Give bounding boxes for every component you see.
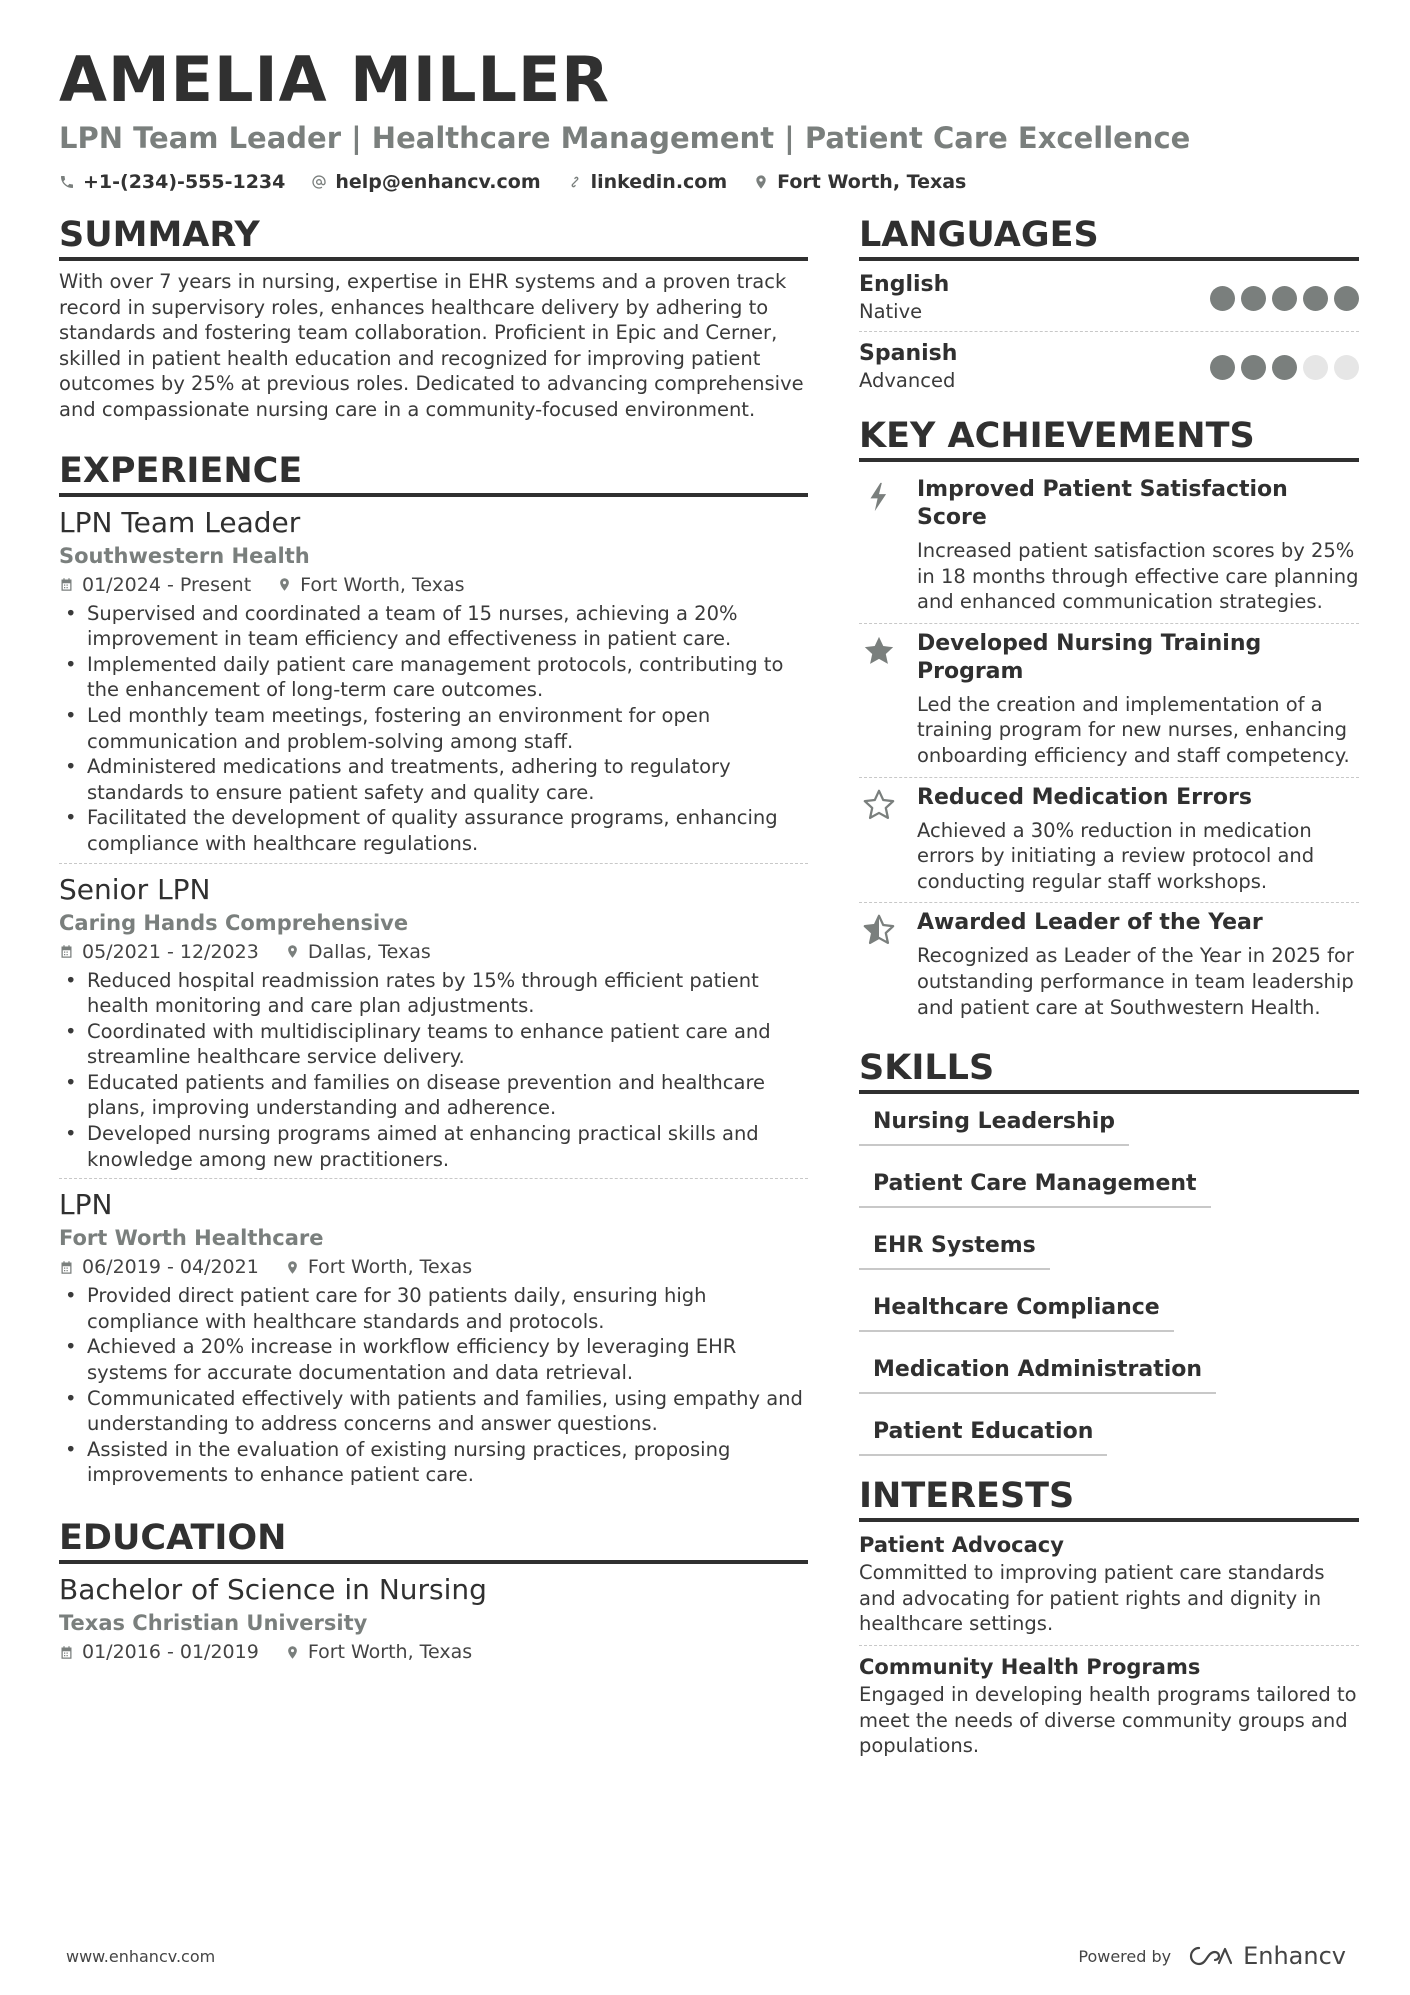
rating-dot-filled <box>1303 286 1328 311</box>
calendar-icon <box>59 577 74 592</box>
lightning-icon <box>862 480 896 514</box>
achievements-title: KEY ACHIEVEMENTS <box>859 414 1359 462</box>
job-title: Senior LPN <box>59 872 211 906</box>
bullet: • Educated patients and families on disease prevention and healthcare plans, improving understanding and adherence. <box>59 1070 808 1121</box>
interest-text: Engaged in developing health programs tailored to meet the needs of diverse community groups and populations. <box>859 1682 1357 1758</box>
language-name: Spanish <box>859 341 958 366</box>
skill-tag: Patient Education <box>859 1412 1107 1456</box>
achievement-text: Increased patient satisfaction scores by 25% in 18 months through effective care planning and enhanced communication strategies. <box>917 539 1359 614</box>
language-level: Advanced <box>859 369 956 392</box>
contact-bar <box>59 170 1359 194</box>
job-meta <box>59 1253 808 1281</box>
contact-linkedin[interactable] <box>567 170 728 194</box>
powered-by <box>1078 1942 1346 1970</box>
skill-tag: Patient Care Management <box>859 1164 1211 1208</box>
skill-tag: Medication Administration <box>859 1350 1216 1394</box>
right-column <box>859 213 1359 1773</box>
rating-dot-filled <box>1210 355 1235 380</box>
map-pin-icon <box>285 1645 300 1660</box>
bullet: • Provided direct patient care for 30 patients daily, ensuring high compliance with healthcare standards and protocols. <box>59 1283 808 1334</box>
contact-location <box>753 170 966 194</box>
achievement-item <box>859 778 1359 904</box>
bullet: • Communicated effectively with patients and families, using empathy and understanding to address concerns and answer questions. <box>59 1386 808 1437</box>
degree: Bachelor of Science in Nursing <box>59 1573 487 1606</box>
link-icon <box>567 174 583 190</box>
star-outline-icon <box>862 788 896 822</box>
brand[interactable] <box>1189 1942 1346 1970</box>
education-meta <box>59 1638 808 1666</box>
achievement-item <box>859 903 1359 1028</box>
bullet: • Led monthly team meetings, fostering an environment for open communication and problem-solving among staff. <box>59 703 808 754</box>
job-bullets <box>59 1283 808 1488</box>
job-entry <box>59 1187 808 1494</box>
skills-title: SKILLS <box>859 1046 1359 1094</box>
interest-item <box>859 1530 1359 1646</box>
brand-name: Enhancv <box>1243 1942 1346 1970</box>
skills-list <box>859 1102 1359 1474</box>
job-company: Southwestern Health <box>59 543 310 568</box>
location-text: Fort Worth, Texas <box>777 171 967 193</box>
map-pin-icon <box>753 174 769 190</box>
language-level: Native <box>859 300 923 323</box>
skill-tag: EHR Systems <box>859 1226 1050 1270</box>
job-location: Fort Worth, Texas <box>277 571 464 599</box>
achievement-title: Improved Patient Satisfaction Score <box>917 477 1288 530</box>
powered-by-label: Powered by <box>1078 1946 1172 1966</box>
achievements-section <box>859 414 1359 1028</box>
language-name: English <box>859 272 950 297</box>
contact-phone[interactable] <box>59 170 285 194</box>
calendar-icon <box>59 1260 74 1275</box>
bullet: • Administered medications and treatments, adhering to regulatory standards to ensure patient safety and quality care. <box>59 754 808 805</box>
candidate-name: AMELIA MILLER <box>59 43 611 116</box>
languages-section <box>859 213 1359 400</box>
language-rating <box>1210 355 1359 380</box>
enhancv-logo-icon <box>1189 1945 1233 1967</box>
rating-dot-empty <box>1303 355 1328 380</box>
education-location: Fort Worth, Texas <box>285 1638 472 1666</box>
summary-title: SUMMARY <box>59 213 808 261</box>
skills-section <box>859 1046 1359 1474</box>
email-text: help@enhancv.com <box>335 171 541 193</box>
interest-item <box>859 1652 1359 1767</box>
interests-section <box>859 1474 1359 1767</box>
job-bullets <box>59 601 808 857</box>
bullet: • Supervised and coordinated a team of 15 nurses, achieving a 20% improvement in team efficiency and effectiveness in patient care. <box>59 601 808 652</box>
star-half-icon <box>862 913 896 947</box>
star-filled-icon <box>862 634 896 668</box>
achievement-title: Developed Nursing Training Program <box>917 630 1262 684</box>
calendar-icon <box>59 944 74 959</box>
achievement-text: Achieved a 30% reduction in medication errors by initiating a review protocol and conducting regular staff workshops. <box>917 818 1315 893</box>
interest-title: Community Health Programs <box>859 1654 1201 1679</box>
job-title: LPN <box>59 1188 113 1222</box>
achievement-item <box>859 624 1359 778</box>
bullet: • Developed nursing programs aimed at enhancing practical skills and knowledge among new practitioners. <box>59 1121 808 1172</box>
experience-title: EXPERIENCE <box>59 449 808 497</box>
job-entry <box>59 505 808 864</box>
tagline: LPN Team Leader | Healthcare Management | Patient Care Excellence <box>59 121 1191 155</box>
job-meta <box>59 571 808 599</box>
interest-text: Committed to improving patient care standards and advocating for patient rights and dignity in healthcare settings. <box>859 1561 1325 1636</box>
achievement-text: Led the creation and implementation of a training program for new nurses, enhancing onboarding efficiency and staff competency. <box>917 692 1350 767</box>
job-dates: 01/2024 - Present <box>59 571 251 599</box>
bullet: • Achieved a 20% increase in workflow efficiency by leveraging EHR systems for accurate documentation and data retrieval. <box>59 1334 808 1385</box>
left-column <box>59 213 808 1666</box>
interest-title: Patient Advocacy <box>859 1533 1064 1558</box>
job-dates: 06/2019 - 04/2021 <box>59 1253 259 1281</box>
job-location: Dallas, Texas <box>285 938 431 966</box>
calendar-icon <box>59 1645 74 1660</box>
bullet: • Assisted in the evaluation of existing nursing practices, proposing improvements to enhance patient care. <box>59 1437 808 1488</box>
interests-title: INTERESTS <box>859 1474 1359 1522</box>
contact-email[interactable] <box>311 170 540 194</box>
job-bullets <box>59 968 808 1173</box>
bullet: • Reduced hospital readmission rates by 15% through efficient patient health monitoring and care plan adjustments. <box>59 968 808 1019</box>
resume-header <box>59 44 1359 194</box>
map-pin-icon <box>277 577 292 592</box>
summary-section <box>59 213 808 423</box>
rating-dot-filled <box>1210 286 1235 311</box>
bullet: • Implemented daily patient care management protocols, contributing to the enhancement of long-term care outcomes. <box>59 652 808 703</box>
rating-dot-filled <box>1334 286 1359 311</box>
language-rating <box>1210 286 1359 311</box>
job-title: LPN Team Leader <box>59 505 301 539</box>
achievement-title: Reduced Medication Errors <box>917 784 1252 810</box>
rating-dot-filled <box>1272 286 1297 311</box>
languages-title: LANGUAGES <box>859 213 1359 261</box>
bullet: • Coordinated with multidisciplinary teams to enhance patient care and streamline healthcare service delivery. <box>59 1019 808 1070</box>
footer <box>66 1942 1346 1970</box>
phone-text: +1-(234)-555-1234 <box>83 171 286 193</box>
achievement-title: Awarded Leader of the Year <box>917 910 1263 936</box>
map-pin-icon <box>285 944 300 959</box>
footer-website[interactable]: www.enhancv.com <box>66 1946 216 1966</box>
job-dates: 05/2021 - 12/2023 <box>59 938 259 966</box>
bullet: • Facilitated the development of quality assurance programs, enhancing compliance with healthcare regulations. <box>59 805 808 856</box>
language-item <box>859 338 1359 400</box>
experience-section <box>59 449 808 1494</box>
education-section <box>59 1516 808 1666</box>
education-title: EDUCATION <box>59 1516 808 1564</box>
rating-dot-filled <box>1241 286 1266 311</box>
school: Texas Christian University <box>59 1611 368 1635</box>
summary-text: With over 7 years in nursing, expertise in EHR systems and a proven track record in supervisory roles, enhances healthcare delivery by adhering to standards and fostering team collaboration. Proficient in Epic and Cerner, skilled in patient health education and recognized for improving patient outcomes by 25% at previous roles. Dedicated to advancing comprehensive and compassionate nursing care in a community-focused environment. <box>59 270 804 421</box>
rating-dot-filled <box>1272 355 1297 380</box>
map-pin-icon <box>285 1260 300 1275</box>
education-dates: 01/2016 - 01/2019 <box>59 1638 259 1666</box>
job-company: Caring Hands Comprehensive <box>59 910 409 935</box>
at-icon <box>311 174 327 190</box>
job-entry <box>59 872 808 1180</box>
achievement-item <box>859 470 1359 624</box>
skill-tag: Healthcare Compliance <box>859 1288 1174 1332</box>
linkedin-text: linkedin.com <box>590 171 728 193</box>
achievement-text: Recognized as Leader of the Year in 2025 for outstanding performance in team leadership and patient care at Southwestern Health. <box>917 944 1354 1019</box>
job-meta <box>59 938 808 966</box>
job-company: Fort Worth Healthcare <box>59 1226 324 1251</box>
job-location: Fort Worth, Texas <box>285 1253 472 1281</box>
phone-icon <box>59 174 75 190</box>
language-item <box>859 269 1359 332</box>
rating-dot-filled <box>1241 355 1266 380</box>
rating-dot-empty <box>1334 355 1359 380</box>
skill-tag: Nursing Leadership <box>859 1102 1129 1146</box>
